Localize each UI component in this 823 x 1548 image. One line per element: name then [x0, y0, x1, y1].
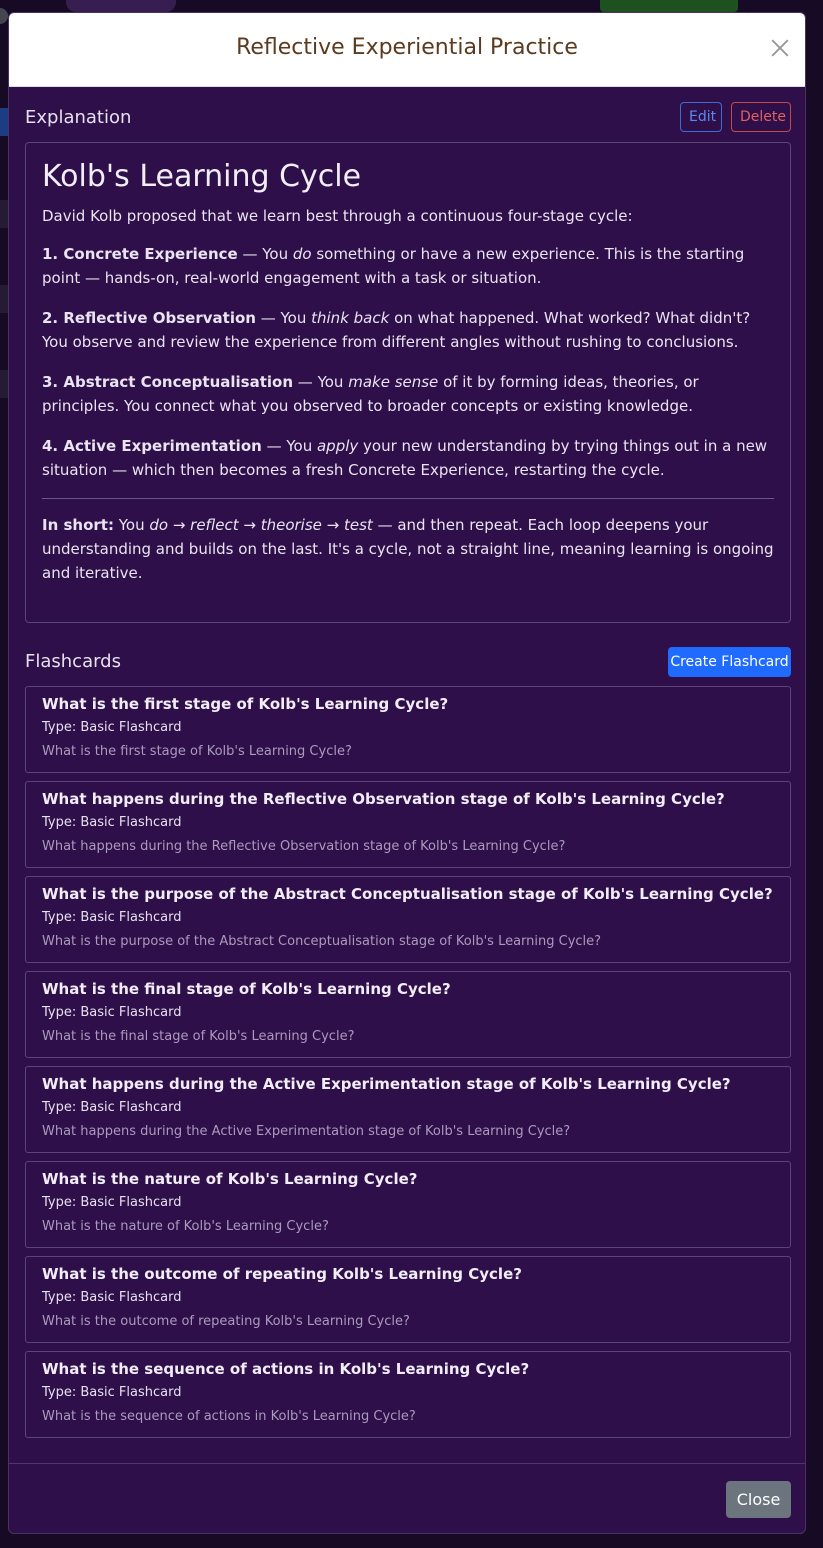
flashcard-preview: What is the purpose of the Abstract Conceptualisation stage of Kolb's Learning Cycle? [42, 934, 602, 949]
stage-2: 2. Reflective Observation — You think back on what happened. What worked? What didn't? You observe and review the experience from different angles without rushing to conclusions. [42, 309, 751, 351]
modal-header [9, 13, 805, 87]
flashcard-question: What is the outcome of repeating Kolb's Learning Cycle? [42, 1265, 522, 1283]
flashcard-type: Type: Basic Flashcard [42, 1100, 182, 1115]
flashcard-preview: What is the final stage of Kolb's Learning Cycle? [42, 1029, 355, 1044]
stage-3: 3. Abstract Conceptualisation — You make sense of it by forming ideas, theories, or principles. You connect what you observed to broader concepts or existing knowledge. [42, 373, 699, 415]
flashcard-item[interactable] [25, 876, 791, 963]
flashcard-question: What happens during the Reflective Observation stage of Kolb's Learning Cycle? [42, 790, 725, 808]
modal-title: Reflective Experiential Practice [236, 35, 578, 60]
flashcard-type: Type: Basic Flashcard [42, 720, 182, 735]
flashcard-preview: What is the sequence of actions in Kolb's Learning Cycle? [42, 1409, 416, 1424]
summary: In short: You do → reflect → theorise → test — and then repeat. Each loop deepens your understanding and builds on the last. It's a cycle, not a straight line, meaning learning is ongoing and iterative. [42, 516, 774, 582]
flashcard-item[interactable] [25, 1161, 791, 1248]
modal-footer-divider [9, 1463, 805, 1464]
flashcard-type: Type: Basic Flashcard [42, 1195, 182, 1210]
flashcard-item[interactable] [25, 1066, 791, 1153]
flashcard-question: What is the purpose of the Abstract Conceptualisation stage of Kolb's Learning Cycle? [42, 885, 773, 903]
explanation-title: Kolb's Learning Cycle [42, 159, 362, 194]
close-button[interactable]: Close [726, 1481, 791, 1518]
flashcard-type: Type: Basic Flashcard [42, 1385, 182, 1400]
explanation-content [25, 142, 791, 623]
flashcard-item[interactable] [25, 971, 791, 1058]
flashcard-preview: What is the nature of Kolb's Learning Cycle? [42, 1219, 329, 1234]
flashcard-question: What is the first stage of Kolb's Learning Cycle? [42, 695, 449, 713]
flashcard-item[interactable] [25, 1351, 791, 1438]
flashcard-type: Type: Basic Flashcard [42, 910, 182, 925]
edit-button[interactable]: Edit [680, 102, 722, 132]
flashcard-question: What happens during the Active Experimentation stage of Kolb's Learning Cycle? [42, 1075, 731, 1093]
flashcard-item[interactable] [25, 1256, 791, 1343]
flashcard-preview: What happens during the Reflective Observation stage of Kolb's Learning Cycle? [42, 839, 566, 854]
explanation-heading: Explanation [25, 107, 132, 128]
flashcard-question: What is the sequence of actions in Kolb's Learning Cycle? [42, 1360, 530, 1378]
flashcard-item[interactable] [25, 686, 791, 773]
flashcard-list [25, 686, 791, 1446]
flashcard-preview: What happens during the Active Experimentation stage of Kolb's Learning Cycle? [42, 1124, 571, 1139]
flashcard-type: Type: Basic Flashcard [42, 1005, 182, 1020]
flashcard-preview: What is the outcome of repeating Kolb's Learning Cycle? [42, 1314, 410, 1329]
flashcard-question: What is the final stage of Kolb's Learning Cycle? [42, 980, 451, 998]
flashcard-type: Type: Basic Flashcard [42, 815, 182, 830]
stage-4: 4. Active Experimentation — You apply your new understanding by trying things out in a new situation — which then becomes a fresh Concrete Experience, restarting the cycle. [42, 437, 768, 479]
flashcard-preview: What is the first stage of Kolb's Learning Cycle? [42, 744, 352, 759]
flashcard-question: What is the nature of Kolb's Learning Cycle? [42, 1170, 418, 1188]
divider [42, 498, 774, 499]
modal-dialog [8, 12, 806, 1534]
delete-button[interactable]: Delete [731, 102, 791, 132]
flashcards-heading: Flashcards [25, 651, 121, 672]
explanation-intro: David Kolb proposed that we learn best through a continuous four-stage cycle: [42, 207, 633, 225]
create-flashcard-button[interactable]: Create Flashcard [668, 647, 791, 677]
flashcard-item[interactable] [25, 781, 791, 868]
stage-1: 1. Concrete Experience — You do something or have a new experience. This is the starting point — hands-on, real-world engagement with a task or situation. [42, 245, 745, 287]
close-icon[interactable] [771, 39, 789, 57]
flashcard-type: Type: Basic Flashcard [42, 1290, 182, 1305]
